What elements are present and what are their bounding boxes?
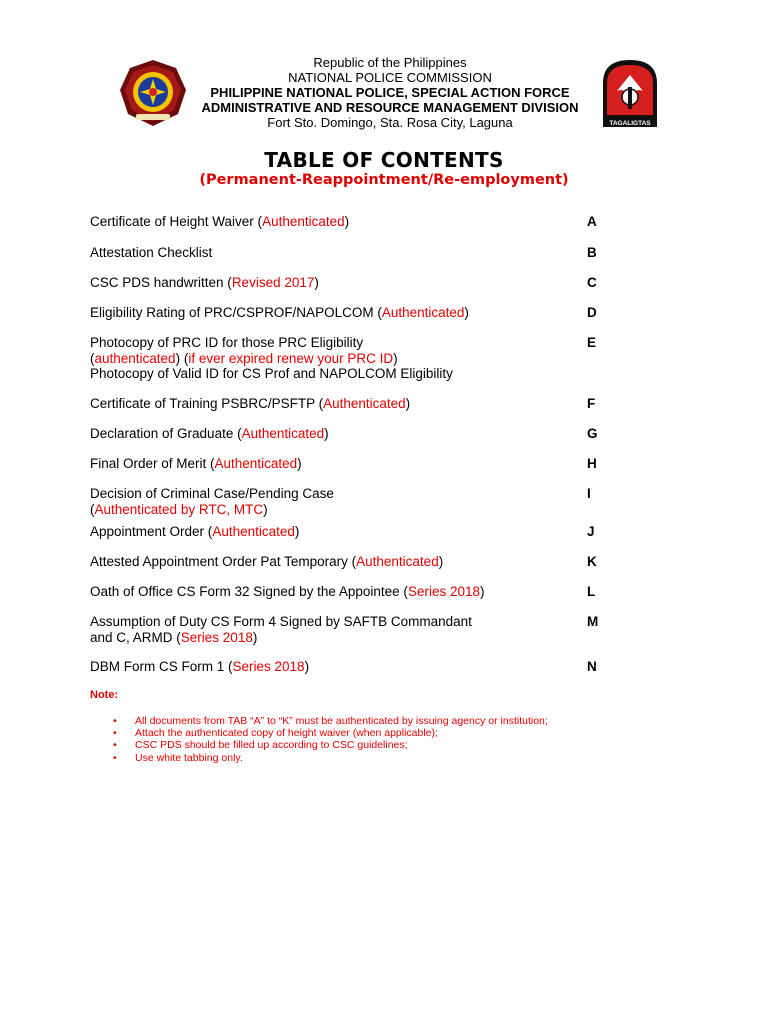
item-line-2-mid: ) ( bbox=[175, 350, 189, 366]
page-subtitle bbox=[0, 172, 768, 188]
tab-letter-j: J bbox=[587, 524, 595, 539]
tab-letter-h: H bbox=[587, 456, 597, 471]
note-label: Note: bbox=[90, 689, 119, 701]
item-end: ) bbox=[324, 426, 329, 441]
item-text: CSC PDS handwritten ( bbox=[90, 275, 232, 290]
item-line-2-close: ) bbox=[393, 350, 398, 366]
tab-letter-d: D bbox=[587, 305, 597, 320]
toc-item-a bbox=[90, 214, 610, 230]
subtitle-close-paren: ) bbox=[562, 172, 569, 188]
tab-letter-m: M bbox=[587, 614, 599, 629]
item-text: Attested Appointment Order Pat Temporary ( bbox=[90, 554, 357, 569]
subtitle-open-paren: ( bbox=[199, 172, 206, 188]
tab-letter-g: G bbox=[587, 426, 598, 441]
tab-letter-b: B bbox=[587, 245, 597, 260]
toc-item-m bbox=[90, 614, 610, 645]
item-note: Series 2018 bbox=[232, 659, 305, 674]
tab-letter-f: F bbox=[587, 396, 596, 411]
toc-item-b bbox=[90, 245, 610, 261]
tagaligtas-logo-text: TAGALIGTAS bbox=[609, 120, 651, 127]
item-line-2-open: ( bbox=[90, 350, 95, 366]
subtitle-text: Permanent-Reappointment/Re-employment bbox=[205, 172, 563, 188]
item-end: ) bbox=[405, 396, 411, 411]
item-note: Authenticated bbox=[241, 426, 325, 441]
item-note: Authenticated by RTC, MTC bbox=[94, 501, 264, 517]
item-line-3: Photocopy of Valid ID for CS Prof and NAPOLCOM Eligibility bbox=[90, 366, 453, 381]
toc-item-g bbox=[90, 426, 610, 442]
item-note: Authenticated bbox=[356, 554, 439, 569]
tab-letter-l: L bbox=[587, 584, 596, 599]
item-note-authenticated: authenticated bbox=[94, 350, 176, 366]
page-title: TABLE OF CONTENTS bbox=[264, 148, 504, 172]
item-end: ) bbox=[480, 584, 485, 599]
tagaligtas-logo bbox=[599, 57, 661, 129]
item-line-2-close: ) bbox=[263, 501, 268, 517]
toc-item-h bbox=[90, 456, 610, 472]
item-text: Certificate of Training PSBRC/PSFTP ( bbox=[90, 396, 324, 411]
item-note: Authenticated bbox=[212, 524, 295, 539]
toc-item-i bbox=[90, 486, 610, 517]
item-note: Authenticated bbox=[381, 305, 465, 320]
item-text: Certificate of Height Waiver ( bbox=[90, 214, 263, 229]
tab-letter-a: A bbox=[587, 214, 597, 229]
item-end: ) bbox=[464, 305, 469, 320]
toc-item-n bbox=[90, 659, 610, 675]
item-end: ) bbox=[304, 659, 310, 674]
item-note-renew: if ever expired renew your PRC ID bbox=[188, 350, 394, 366]
item-text: Eligibility Rating of PRC/CSPROF/NAPOLCOM ( bbox=[90, 305, 382, 320]
tab-letter-e: E bbox=[587, 335, 597, 350]
header-pnp-saf: PHILIPPINE NATIONAL POLICE, SPECIAL ACTION FORCE bbox=[210, 85, 570, 100]
item-text: Oath of Office CS Form 32 Signed by the Appointee ( bbox=[90, 584, 408, 599]
item-end: ) bbox=[438, 554, 444, 569]
item-line-1: Assumption of Duty CS Form 4 Signed by SAFTB Commandant bbox=[90, 614, 472, 629]
item-note: Series 2018 bbox=[180, 629, 253, 645]
note-item: • Attach the authenticated copy of height waiver (when applicable); bbox=[111, 727, 548, 739]
letterhead bbox=[150, 55, 630, 130]
note-item: • CSC PDS should be filled up according to CSC guidelines; bbox=[111, 739, 548, 751]
note-item: • All documents from TAB “A” to “K” must be authenticated by issuing agency or institution; bbox=[111, 715, 548, 727]
item-text: Declaration of Graduate ( bbox=[90, 426, 242, 441]
item-text: DBM Form CS Form 1 ( bbox=[90, 659, 233, 674]
tab-letter-n: N bbox=[587, 659, 597, 674]
toc-item-c bbox=[90, 275, 610, 291]
header-division: ADMINISTRATIVE AND RESOURCE MANAGEMENT DIVISION bbox=[201, 100, 579, 115]
toc-item-k bbox=[90, 554, 610, 570]
item-line-2-close: ) bbox=[252, 629, 258, 645]
item-note: Series 2018 bbox=[407, 584, 480, 599]
item-line-2-text: and C, ARMD ( bbox=[90, 629, 181, 645]
item-note: Revised 2017 bbox=[231, 275, 315, 290]
toc-item-f bbox=[90, 396, 610, 412]
item-end: ) bbox=[297, 456, 302, 471]
item-text: Appointment Order ( bbox=[90, 524, 213, 539]
item-line-1: Photocopy of PRC ID for those PRC Eligibility bbox=[90, 335, 364, 350]
item-text: Final Order of Merit ( bbox=[90, 456, 215, 471]
item-note: Authenticated bbox=[214, 456, 298, 471]
toc-item-j bbox=[90, 524, 610, 540]
header-republic: Republic of the Philippines bbox=[313, 55, 467, 70]
toc-item-l bbox=[90, 584, 610, 600]
item-line-1: Decision of Criminal Case/Pending Case bbox=[90, 486, 334, 501]
note-item: • Use white tabbing only. bbox=[111, 752, 548, 764]
item-line-2-open: ( bbox=[90, 501, 95, 517]
header-address: Fort Sto. Domingo, Sta. Rosa City, Laguna bbox=[267, 115, 513, 130]
tab-letter-i: I bbox=[587, 486, 591, 501]
tab-letter-k: K bbox=[587, 554, 597, 569]
note-list bbox=[111, 715, 548, 764]
header-napolcom: NATIONAL POLICE COMMISSION bbox=[288, 70, 492, 85]
item-text: Attestation Checklist bbox=[90, 245, 213, 260]
item-end: ) bbox=[294, 524, 300, 539]
item-note: Authenticated bbox=[262, 214, 345, 229]
toc-item-e bbox=[90, 335, 610, 382]
tab-letter-c: C bbox=[587, 275, 597, 290]
item-end: ) bbox=[314, 275, 319, 290]
item-end: ) bbox=[344, 214, 350, 229]
toc-item-d bbox=[90, 305, 610, 321]
item-note: Authenticated bbox=[323, 396, 406, 411]
